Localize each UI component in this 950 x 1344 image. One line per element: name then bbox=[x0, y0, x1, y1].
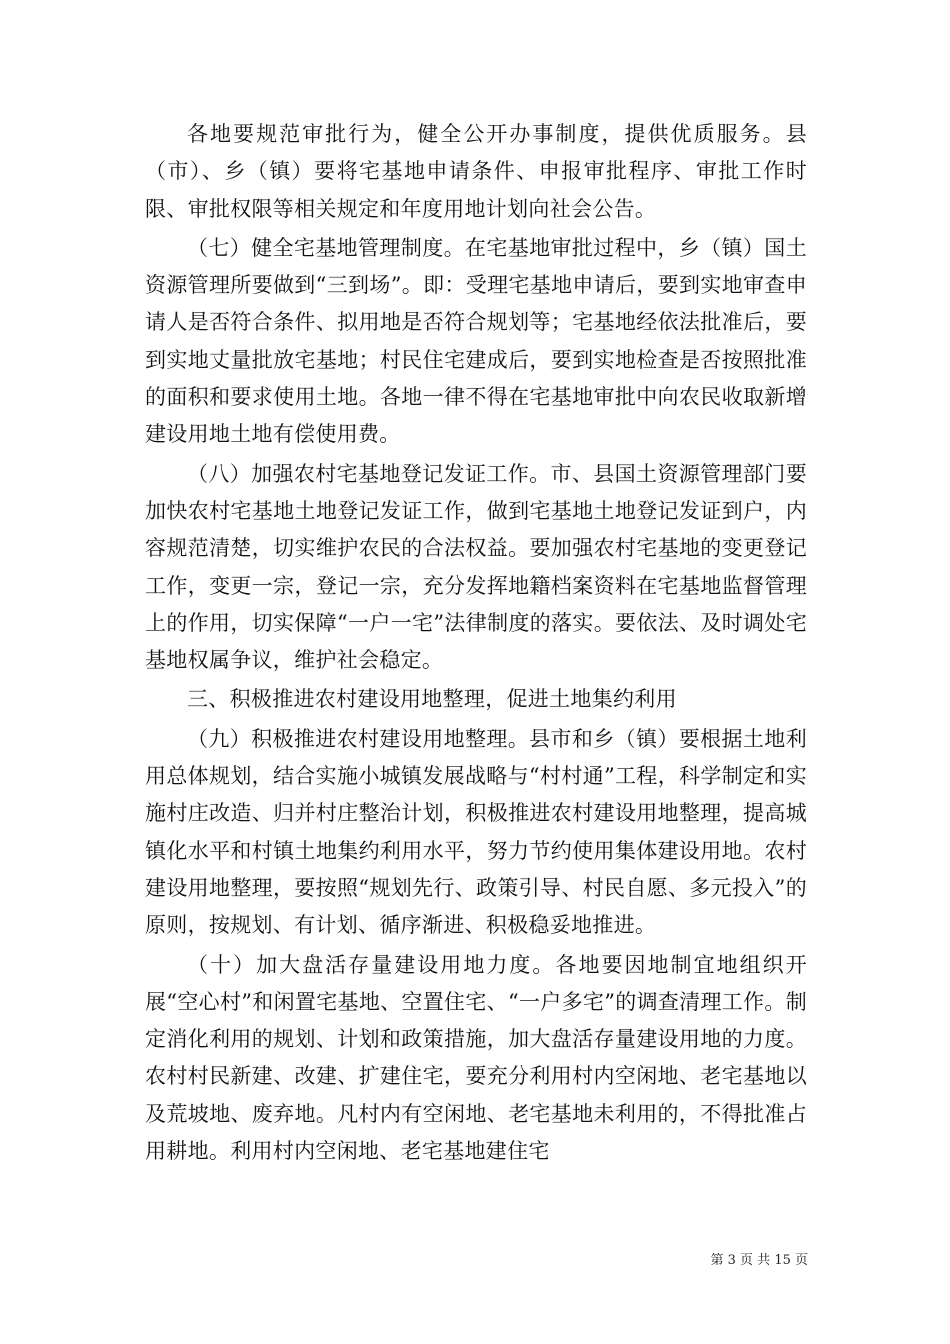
document-body bbox=[145, 116, 807, 1172]
page-number-footer: 第 3 页 共 15 页 bbox=[710, 1253, 808, 1268]
section-heading-3: 三、积极推进农村建设用地整理，促进土地集约利用 bbox=[187, 687, 677, 712]
paragraph-section-7: （七）健全宅基地管理制度。在宅基地审批过程中，乡（镇）国土资源管理所要做到“三到场”。即：受理宅基地申请后，要到实地审查申请人是否符合条件、拟用地是否符合规划等；宅基地经依法批准后，要到实地丈量批放宅基地；村民住宅建成后，要到实地检查是否按照批准的面积和要求使用土地。各地一律不得在宅基地审批中向农民收取新增建设用地土地有偿使用费。 bbox=[145, 235, 807, 447]
paragraph-section-8: （八）加强农村宅基地登记发证工作。市、县国土资源管理部门要加快农村宅基地土地登记发证工作，做到宅基地土地登记发证到户，内容规范清楚，切实维护农民的合法权益。要加强农村宅基地的变更登记工作，变更一宗，登记一宗，充分发挥地籍档案资料在宅基地监督管理上的作用，切实保障“一户一宅”法律制度的落实。要依法、及时调处宅基地权属争议，维护社会稳定。 bbox=[145, 461, 807, 673]
paragraph-section-10: （十）加大盘活存量建设用地力度。各地要因地制宜地组织开展“空心村”和闲置宅基地、空置住宅、“一户多宅”的调查清理工作。制定消化利用的规划、计划和政策措施，加大盘活存量建设用地的力度。农村村民新建、改建、扩建住宅，要充分利用村内空闲地、老宅基地以及荒坡地、废弃地。凡村内有空闲地、老宅基地未利用的，不得批准占用耕地。利用村内空闲地、老宅基地建住宅 bbox=[145, 952, 807, 1164]
paragraph-approval-conduct: 各地要规范审批行为，健全公开办事制度，提供优质服务。县（市）、乡（镇）要将宅基地申请条件、申报审批程序、审批工作时限、审批权限等相关规定和年度用地计划向社会公告。 bbox=[145, 122, 807, 221]
paragraph-section-9: （九）积极推进农村建设用地整理。县市和乡（镇）要根据土地利用总体规划，结合实施小城镇发展战略与“村村通”工程，科学制定和实施村庄改造、归并村庄整治计划，积极推进农村建设用地整理，提高城镇化水平和村镇土地集约利用水平，努力节约使用集体建设用地。农村建设用地整理，要按照“规划先行、政策引导、村民自愿、多元投入”的原则，按规划、有计划、循序渐进、积极稳妥地推进。 bbox=[145, 726, 807, 938]
